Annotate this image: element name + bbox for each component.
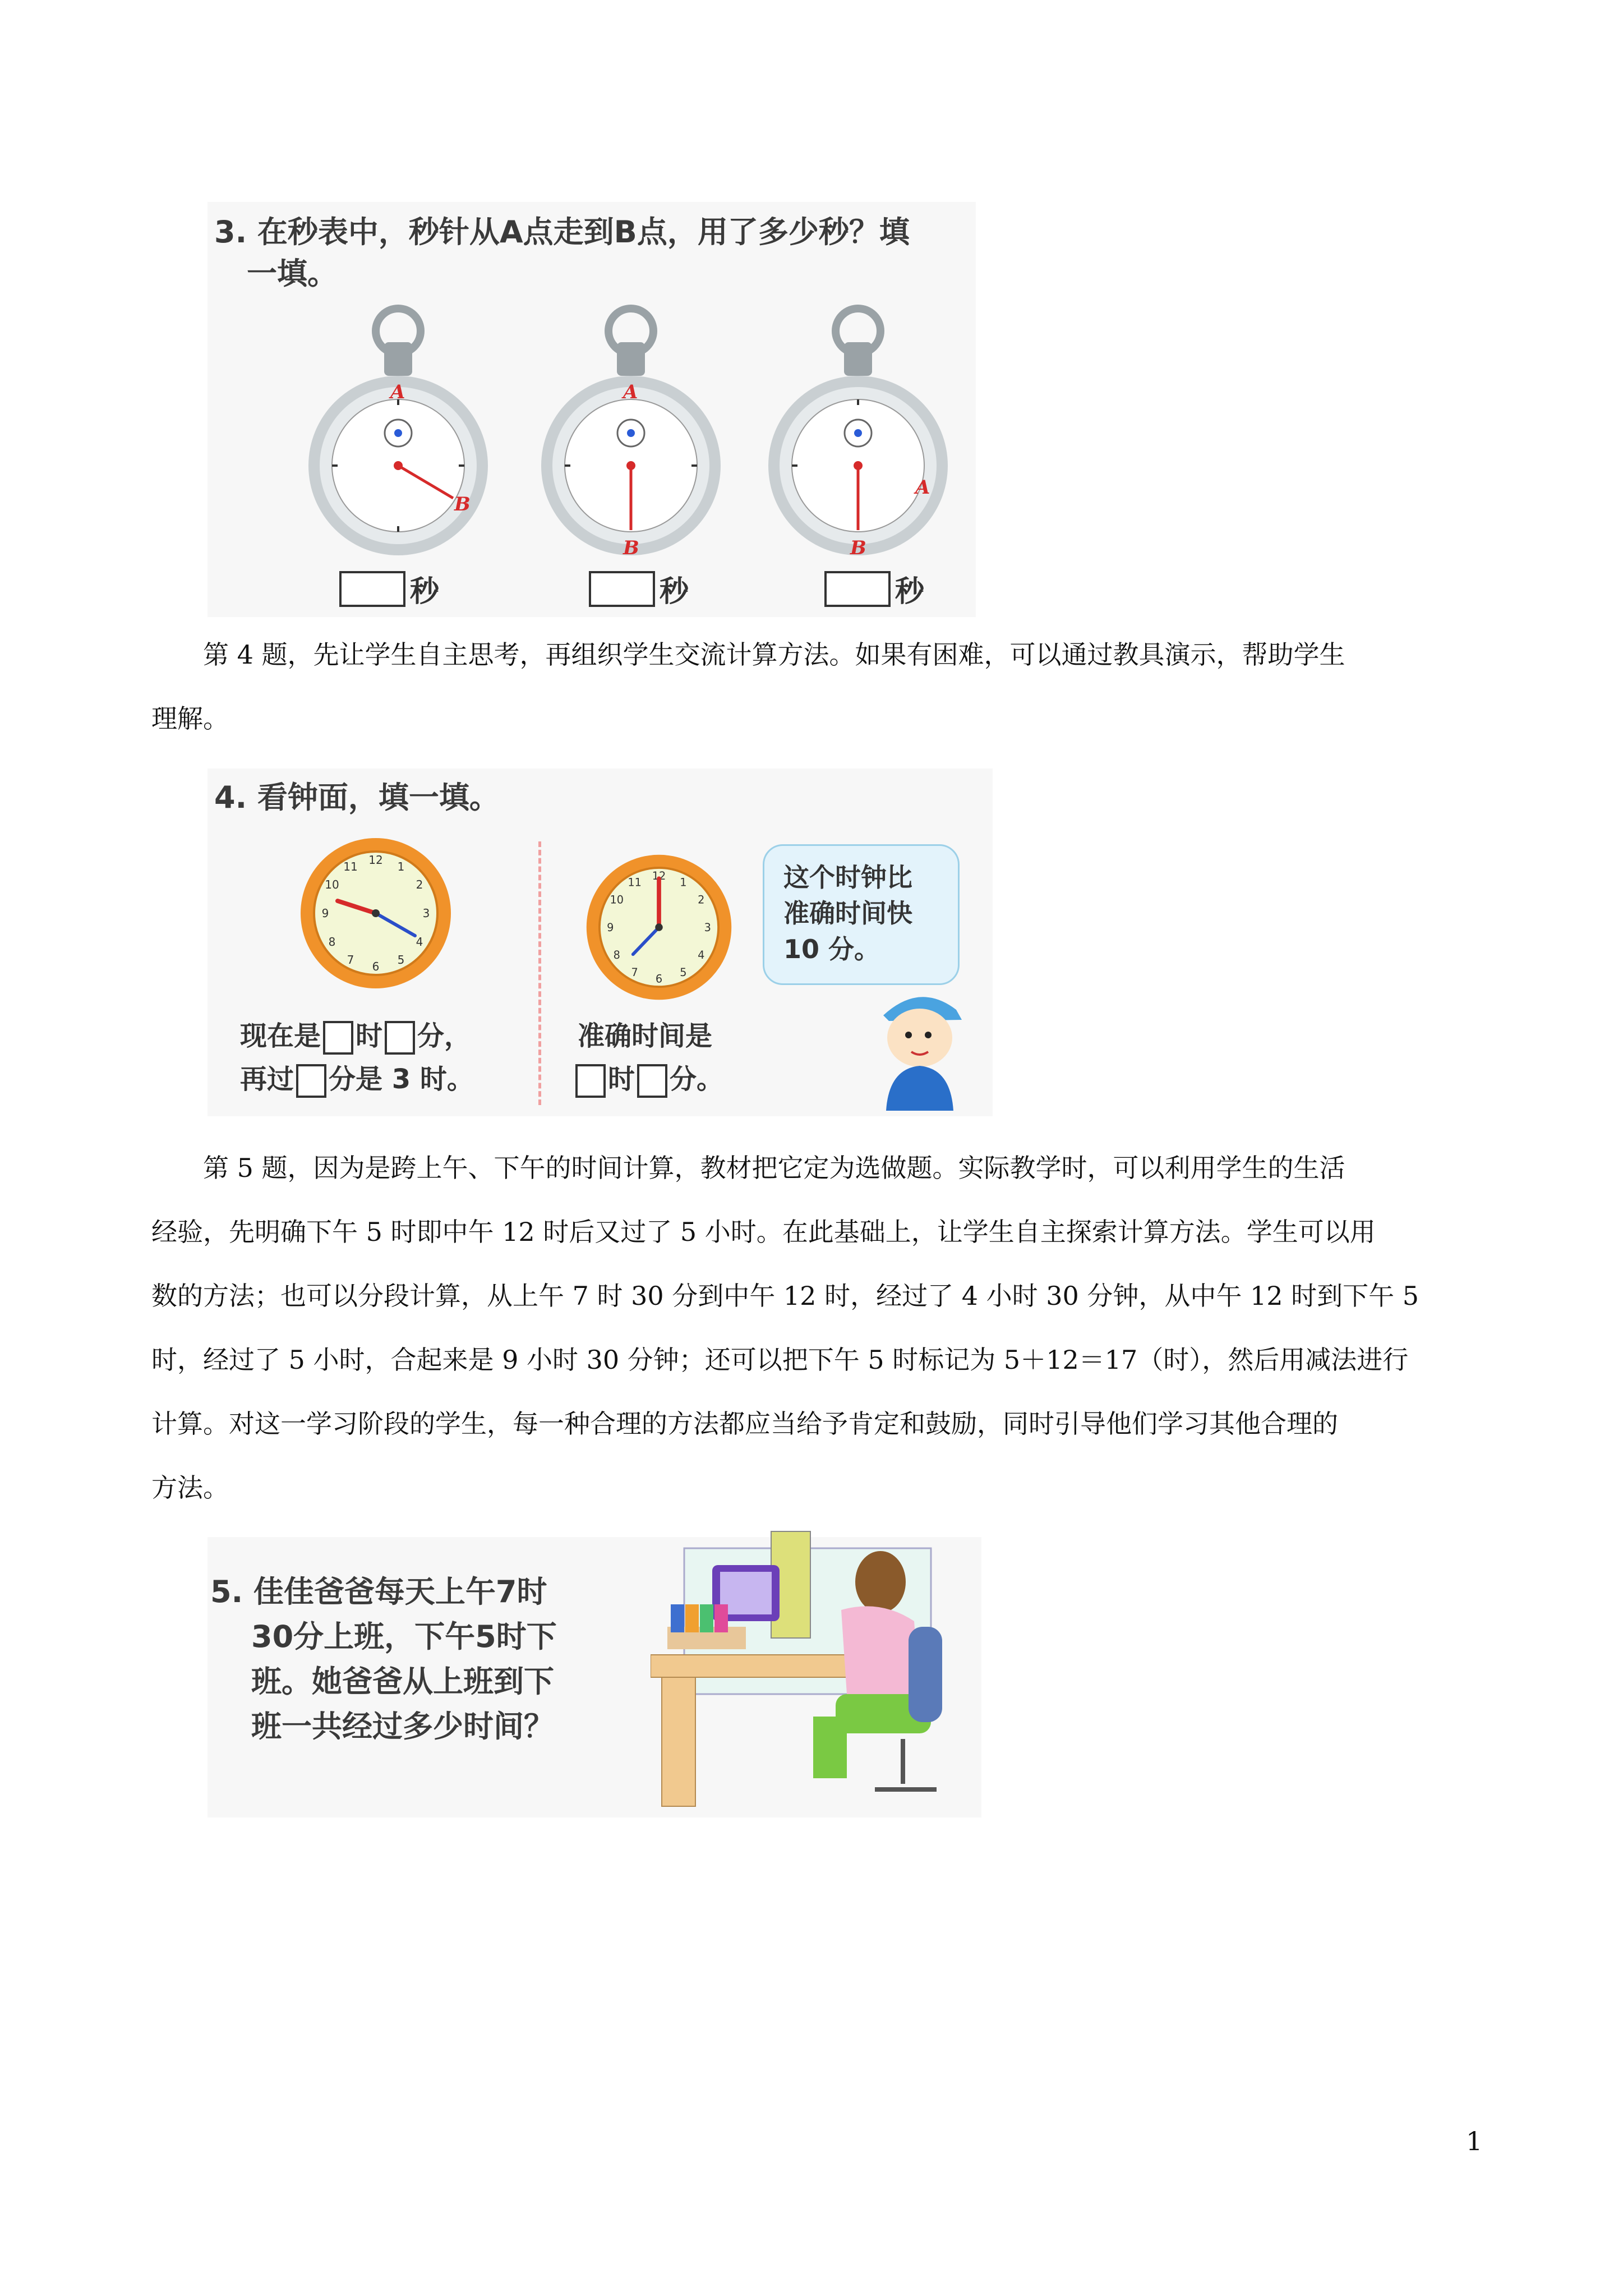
svg-text:10: 10 — [610, 893, 624, 907]
paragraph-q5-line1: 第 5 题，因为是跨上午、下午的时间计算，教材把它定为选做题。实际教学时，可以利用学生的生活 — [203, 1153, 1345, 1183]
answer-unit-1: 秒 — [410, 575, 440, 609]
paragraph-q5-line6: 方法。 — [151, 1473, 229, 1503]
answer-1 — [339, 568, 439, 610]
answer-box-1[interactable] — [339, 571, 405, 607]
svg-text:11: 11 — [343, 860, 358, 873]
svg-text:6: 6 — [372, 960, 380, 973]
clock-left — [297, 835, 454, 992]
stopwatch-2-label-a: A — [623, 381, 638, 403]
paragraph-q5-line2: 经验，先明确下午 5 时即中午 12 时后又过了 5 小时。在此基础上，让学生自主探索计算方法。学生可以用 — [151, 1217, 1376, 1247]
q4-title: 4. 看钟面，填一填。 — [214, 780, 500, 815]
q3-title-line1: 3. 在秒表中，秒针从A点走到B点，用了多少秒？填 — [214, 214, 910, 250]
svg-text:6: 6 — [655, 972, 663, 986]
svg-text:9: 9 — [607, 921, 614, 934]
answer-2 — [589, 568, 689, 610]
answer-box-2[interactable] — [589, 571, 655, 607]
answer-unit-2: 秒 — [660, 575, 689, 609]
q5-line4: 班一共经过多少时间？ — [251, 1709, 554, 1744]
stopwatch-1-label-a: A — [390, 381, 405, 403]
paragraph-q4-note — [151, 623, 1475, 751]
q4-box-hour-exact[interactable] — [575, 1064, 606, 1098]
svg-text:1: 1 — [397, 860, 405, 873]
answer-box-3[interactable] — [824, 571, 891, 607]
answer-unit-3: 秒 — [895, 575, 925, 609]
svg-text:2: 2 — [698, 893, 705, 907]
stopwatch-3 — [763, 303, 953, 561]
paragraph-q4-line1: 第 4 题，先让学生自主思考，再组织学生交流计算方法。如果有困难，可以通过教具演示，帮助学生 — [203, 639, 1345, 670]
divider-dashed — [538, 841, 541, 1105]
svg-text:3: 3 — [704, 921, 711, 934]
speech-bubble — [763, 844, 960, 985]
svg-text:10: 10 — [325, 878, 339, 891]
q3-title-line2: 一填。 — [247, 256, 338, 291]
q4-left-line2: 再过 分是 3 时。 — [240, 1057, 474, 1101]
q5-line1: 5. 佳佳爸爸每天上午7时 — [210, 1574, 547, 1609]
svg-text:7: 7 — [631, 965, 638, 979]
svg-text:12: 12 — [652, 869, 666, 883]
bubble-line1: 这个时钟比 — [783, 862, 912, 892]
boy-illustration — [872, 976, 967, 1111]
svg-text:9: 9 — [321, 907, 329, 920]
paragraph-q5-note — [151, 1136, 1475, 1520]
stopwatch-2-label-b: B — [623, 537, 639, 559]
svg-text:4: 4 — [416, 935, 423, 949]
svg-text:12: 12 — [368, 853, 383, 867]
q4-box-minutes-to-3[interactable] — [296, 1064, 326, 1098]
svg-text:8: 8 — [328, 935, 336, 949]
q4-right-line1: 准确时间是 — [578, 1020, 713, 1052]
stopwatch-1 — [303, 303, 494, 561]
stopwatch-3-label-a: A — [915, 476, 930, 499]
q5-line2: 30分上班，下午5时下 — [251, 1619, 557, 1654]
bubble-line3: 10 分。 — [783, 934, 880, 964]
q4-right-line2: 时 分。 — [573, 1057, 723, 1101]
stopwatch-2 — [536, 303, 726, 561]
svg-text:5: 5 — [397, 953, 405, 967]
q4-box-hour-now[interactable] — [323, 1021, 353, 1055]
svg-text:2: 2 — [416, 878, 423, 891]
svg-text:1: 1 — [680, 876, 687, 889]
paragraph-q5-line5: 计算。对这一学习阶段的学生，每一种合理的方法都应当给予肯定和鼓励，同时引导他们学习其他合理的 — [151, 1409, 1338, 1439]
page-number: 1 — [1466, 2126, 1483, 2156]
answer-3 — [824, 568, 924, 610]
clock-right — [583, 852, 735, 1003]
q4-left-line1: 现在是 时 分， — [240, 1014, 471, 1058]
svg-text:3: 3 — [422, 907, 430, 920]
paragraph-q5-line3: 数的方法；也可以分段计算，从上午 7 时 30 分到中午 12 时，经过了 4 小时 30 分钟，从中午 12 时到下午 5 — [151, 1281, 1419, 1311]
svg-text:4: 4 — [698, 948, 705, 961]
svg-text:7: 7 — [347, 953, 354, 967]
q4-box-minute-exact[interactable] — [637, 1064, 667, 1098]
svg-text:8: 8 — [613, 948, 620, 961]
svg-text:5: 5 — [680, 965, 687, 979]
paragraph-q4-line2: 理解。 — [151, 703, 229, 734]
paragraph-q5-line4: 时，经过了 5 小时，合起来是 9 小时 30 分钟；还可以把下午 5 时标记为 5＋12＝17（时），然后用减法进行 — [151, 1345, 1409, 1375]
q5-line3: 班。她爸爸从上班到下 — [251, 1664, 554, 1699]
stopwatch-3-label-b: B — [850, 537, 866, 559]
bubble-line2: 准确时间快 — [783, 898, 912, 928]
q4-box-minute-now[interactable] — [385, 1021, 415, 1055]
svg-text:11: 11 — [628, 876, 642, 889]
office-illustration — [651, 1526, 965, 1812]
stopwatch-1-label-b: B — [454, 493, 471, 516]
